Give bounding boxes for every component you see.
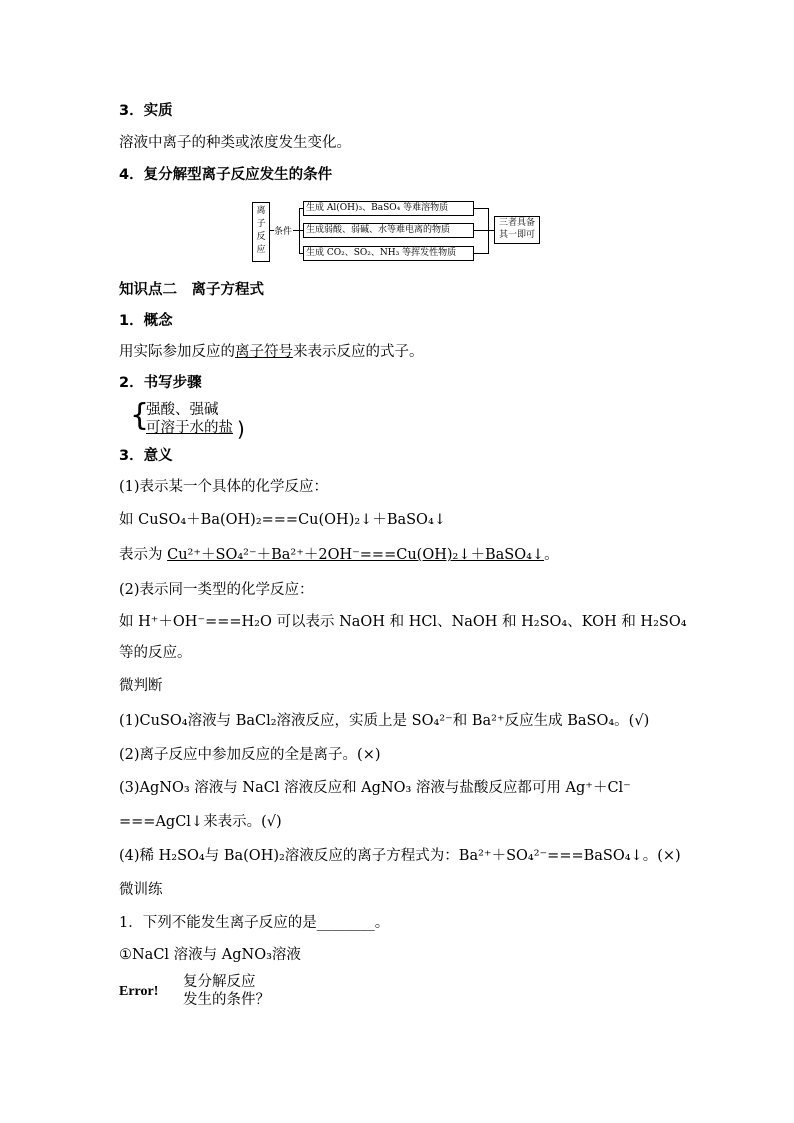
practice-title: 微训练 — [119, 882, 163, 898]
steps-item-a: 强酸、强碱 — [146, 402, 219, 418]
judge-3b: ===AgCl↓来表示。(√) — [119, 814, 282, 830]
concept-body-post: 来表示反应的式子。 — [293, 344, 424, 360]
concept-title: 1．概念 — [119, 313, 173, 329]
diagram-row-2: 生成弱酸、弱碱、水等难电离的物质 — [303, 223, 474, 238]
right-paren-icon: ) — [237, 417, 245, 441]
question-1: 1．下列不能发生离子反应的是________。 — [119, 915, 390, 931]
error-label: Error! — [119, 984, 159, 999]
meaning-eq2-underlined: Cu²⁺＋SO₄²⁻＋Ba²⁺＋2OH⁻===Cu(OH)₂↓＋BaSO₄↓ — [167, 547, 545, 563]
left-brace-icon: { — [130, 398, 150, 433]
diagram-right-box: 三者具备其一即可 — [494, 216, 540, 244]
judge-4: (4)稀 H₂SO₄与 Ba(OH)₂溶液反应的离子方程式为：Ba²⁺＋SO₄²⁻===BaSO₄↓。(×) — [119, 848, 681, 864]
error-text-2: 发生的条件？ — [183, 992, 270, 1008]
section-3-title: 3．实质 — [119, 103, 173, 119]
steps-item-b: 可溶于水的盐 — [146, 420, 233, 436]
concept-body — [119, 342, 424, 362]
meaning-p2b: 等的反应。 — [119, 645, 192, 661]
meaning-eq1: 如 CuSO₄＋Ba(OH)₂===Cu(OH)₂↓＋BaSO₄↓ — [119, 512, 446, 528]
meaning-eq2 — [119, 545, 559, 565]
diagram-row-1: 生成 Al(OH)₃、BaSO₄ 等难溶物质 — [303, 201, 474, 216]
judge-title: 微判断 — [119, 678, 163, 694]
diagram-row-3: 生成 CO₂、SO₂、NH₃ 等挥发性物质 — [303, 246, 474, 261]
steps-title: 2．书写步骤 — [119, 375, 202, 391]
question-1-option-a: ①NaCl 溶液与 AgNO₃溶液 — [119, 947, 301, 963]
reaction-condition-diagram — [252, 200, 542, 264]
judge-3a: (3)AgNO₃ 溶液与 NaCl 溶液反应和 AgNO₃ 溶液与盐酸反应都可用 Ag⁺＋Cl⁻ — [119, 780, 631, 796]
diagram-cond-label: 条件 — [274, 227, 293, 237]
diagram-left-label: 离子反应 — [252, 202, 270, 262]
meaning-p2: (2)表示同一类型的化学反应： — [119, 582, 314, 598]
meaning-p1: (1)表示某一个具体的化学反应： — [119, 479, 329, 495]
meaning-title: 3．意义 — [119, 448, 173, 464]
meaning-eq2-pre: 表示为 — [119, 547, 168, 563]
error-text-1: 复分解反应 — [183, 974, 256, 990]
concept-body-underlined: 离子符号 — [235, 344, 293, 360]
knowledge-point-2-title: 知识点二 离子方程式 — [119, 282, 264, 298]
judge-2: (2)离子反应中参加反应的全是离子。(×) — [119, 747, 381, 763]
section-3-body: 溶液中离子的种类或浓度发生变化。 — [119, 135, 351, 151]
meaning-eq2-post: 。 — [544, 547, 559, 563]
section-4-title: 4．复分解型离子反应发生的条件 — [119, 167, 333, 183]
meaning-p2a: 如 H⁺＋OH⁻===H₂O 可以表示 NaOH 和 HCl、NaOH 和 H₂SO₄、KOH 和 H₂SO₄ — [119, 614, 687, 630]
judge-1: (1)CuSO₄溶液与 BaCl₂溶液反应，实质上是 SO₄²⁻和 Ba²⁺反应生成 BaSO₄。(√) — [119, 713, 650, 729]
concept-body-pre: 用实际参加反应的 — [119, 344, 235, 360]
